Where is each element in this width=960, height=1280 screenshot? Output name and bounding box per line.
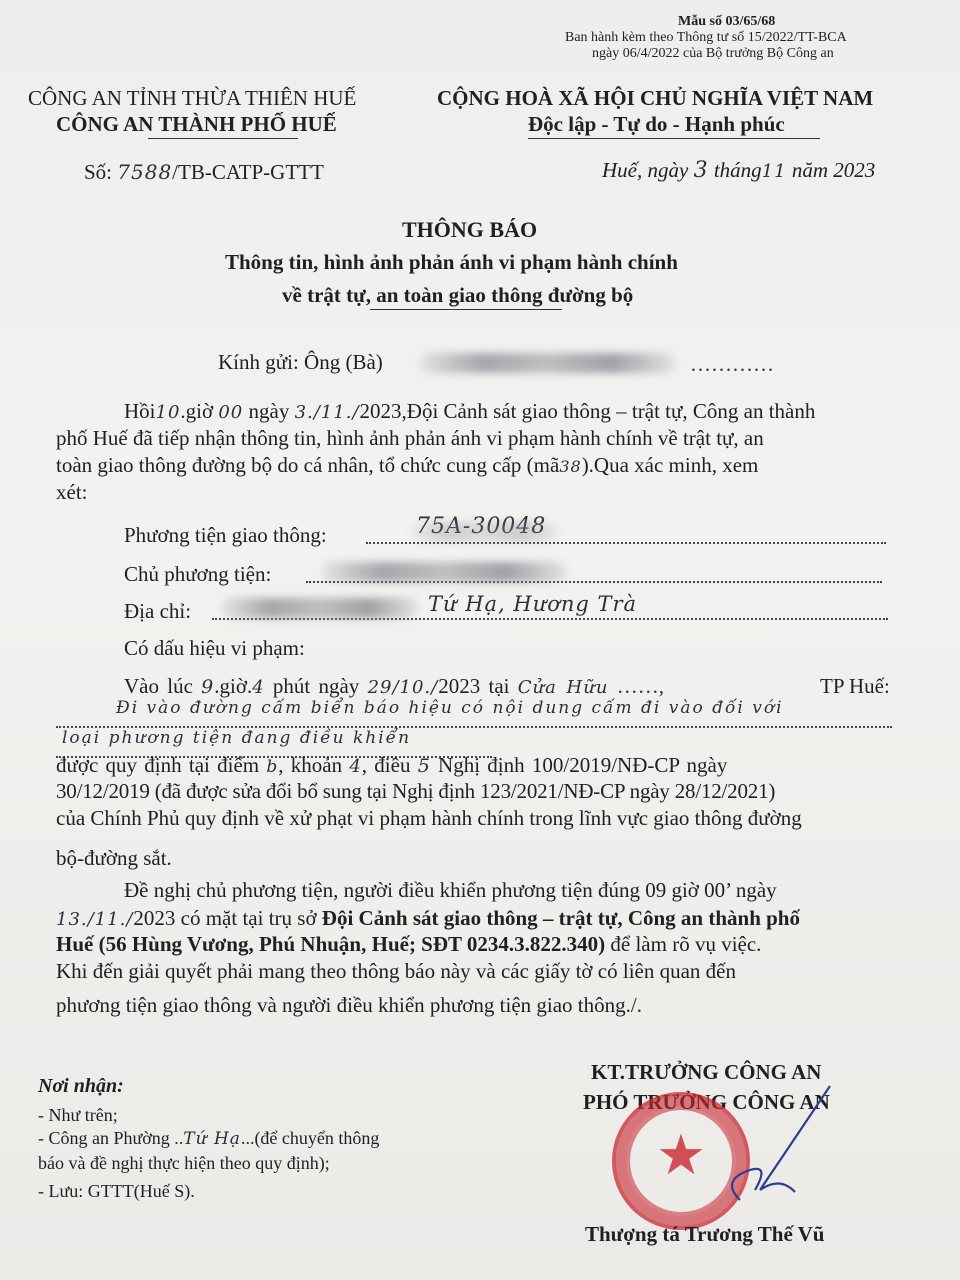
para1-line4: xét: <box>56 480 88 504</box>
request-line2 <box>56 905 800 933</box>
doc-number-line <box>84 160 324 185</box>
violation-city: TP Huế: <box>820 674 890 698</box>
recipient-dots: ………… <box>690 352 774 376</box>
para1-gio: .giờ <box>180 399 214 423</box>
para1-hoi: Hồi <box>124 399 156 423</box>
legal-khoan: 4 <box>349 756 362 777</box>
para1-line3a: toàn giao thông đường bộ do cá nhân, tổ chức cung cấp (mã <box>56 453 560 477</box>
para1-date: 3./11./ <box>294 402 360 423</box>
request-l2a: 2023 có mặt tại trụ sở <box>133 906 317 930</box>
violation-desc-1: Đi vào đường cấm biển báo hiệu có nội dung cấm đi vào đối với <box>116 698 784 718</box>
legal-line4: bộ-đường sắt. <box>56 846 172 870</box>
recipients-item-2 <box>38 1128 379 1149</box>
para1-code: 38 <box>559 457 582 476</box>
recipient-label: Kính gửi: Ông (Bà) <box>218 350 383 374</box>
violation-place: Cửa Hữu <box>517 677 609 698</box>
owner-label: Chủ phương tiện: <box>124 562 272 586</box>
recipients-ward-dots-2: ... <box>240 1128 255 1148</box>
request-line4: Khi đến giải quyết phải mang theo thông báo này và các giấy tờ có liên quan đến <box>56 959 736 983</box>
violation-minute: 4 <box>252 677 265 698</box>
date-month: 11 <box>761 161 787 182</box>
request-date: 13./11./ <box>56 909 134 930</box>
unit-name: CÔNG AN THÀNH PHỐ HUẾ <box>56 112 337 136</box>
unit-underline <box>148 138 298 139</box>
violation-date: 29/10./ <box>367 677 439 698</box>
request-line3 <box>56 931 761 958</box>
legal-line1 <box>56 752 727 781</box>
recipients-item-2-cont: báo và đề nghị thực hiện theo quy định); <box>38 1153 330 1173</box>
para1-rest: 2023,Đội Cảnh sát giao thông – trật tự, Công an thành <box>359 399 816 423</box>
violation-desc-2: loại phương tiện đang điều khiển <box>62 728 412 748</box>
legal-line2: 30/12/2019 (đã được sửa đổi bổ sung tại Nghị định 123/2021/NĐ-CP ngày 28/12/2021) <box>56 779 776 803</box>
legal-l1c: , điều <box>361 753 411 777</box>
legal-dieu: 5 <box>417 755 431 777</box>
form-number: Mẫu số 03/65/68 <box>678 14 776 29</box>
legal-l1a: được quy định tại điểm <box>56 753 260 777</box>
vehicle-label: Phương tiện giao thông: <box>124 523 327 547</box>
legal-l1d: Nghị định 100/2019/NĐ-CP ngày <box>438 753 728 777</box>
recipient-name-redacted <box>420 353 675 373</box>
para1-ngay: ngày <box>248 399 290 423</box>
recipients-ward: Tứ Hạ <box>183 1129 241 1149</box>
motto-underline <box>528 138 820 139</box>
legal-line3: của Chính Phủ quy định về xử phạt vi phạm hành chính trong lĩnh vực giao thông đường <box>56 806 802 830</box>
notice-subtitle-2: về trật tự, an toàn giao thông đường bộ <box>282 283 634 307</box>
doc-number-suffix: /TB-CATP-GTTT <box>172 160 324 184</box>
para1-minute: 00 <box>218 402 244 423</box>
date-line <box>602 158 875 183</box>
doc-number-handwritten: 7588 <box>117 160 173 184</box>
violation-phut: phút ngày <box>272 674 360 698</box>
nation-title: CỘNG HOÀ XÃ HỘI CHỦ NGHĨA VIỆT NAM <box>437 86 874 110</box>
violation-label: Có dấu hiệu vi phạm: <box>124 636 305 660</box>
owner-name-redacted <box>322 562 567 582</box>
form-ref-line1: Ban hành kèm theo Thông tư số 15/2022/TT-BCA <box>565 30 847 45</box>
para1-line3b: ).Qua xác minh, xem <box>581 453 759 477</box>
violation-place-dots: ……, <box>616 674 664 698</box>
signature-title-1: KT.TRƯỞNG CÔNG AN <box>591 1060 822 1084</box>
para1-hour: 10 <box>155 402 181 423</box>
request-line1: Đề nghị chủ phương tiện, người điều khiển phương tiện đúng 09 giờ 00’ ngày <box>124 878 777 902</box>
violation-year-tai: 2023 tại <box>438 674 510 698</box>
para1-line2: phố Huế đã tiếp nhận thông tin, hình ảnh phản ánh vi phạm hành chính về trật tự, an <box>56 426 764 450</box>
request-address: Huế (56 Hùng Vương, Phú Nhuận, Huế; SĐT 0234.3.822.340) <box>56 932 606 956</box>
recipients-title: Nơi nhận: <box>38 1075 124 1097</box>
date-place: Huế, ngày <box>602 158 689 182</box>
recipients-item-2-label: - Công an Phường <box>38 1128 170 1148</box>
request-station: Đội Cảnh sát giao thông – trật tự, Công an thành phố <box>321 906 800 930</box>
date-month-label: tháng <box>713 158 762 182</box>
form-ref-line2: ngày 06/4/2022 của Bộ trưởng Bộ Công an <box>592 46 834 61</box>
doc-number-label: Số: <box>84 160 113 184</box>
recipients-item-2-note: (để chuyển thông <box>254 1128 380 1148</box>
notice-title: THÔNG BÁO <box>402 217 538 242</box>
signature-title-2: PHÓ TRƯỞNG CÔNG AN <box>583 1090 830 1114</box>
address-label: Địa chỉ: <box>124 599 192 623</box>
recipients-item-3: - Lưu: GTTT(Huế S). <box>38 1181 195 1201</box>
seal-star-icon: ★ <box>655 1125 707 1187</box>
violation-vao-luc: Vào lúc <box>124 674 193 698</box>
address-value: Tứ Hạ, Hương Trà <box>424 592 641 616</box>
para1-line1 <box>124 398 815 426</box>
vehicle-plate-blur <box>410 522 560 542</box>
recipients-item-1: - Như trên; <box>38 1105 118 1125</box>
vehicle-plate: 75A-30048 <box>410 514 552 539</box>
legal-diem: b <box>266 757 279 777</box>
address-redacted <box>222 598 418 618</box>
motto: Độc lập - Tự do - Hạnh phúc <box>528 112 785 136</box>
signature-mark <box>700 1080 880 1210</box>
violation-hour: 9 <box>201 676 215 698</box>
violation-time-line <box>124 673 664 701</box>
violation-gio: .giờ. <box>214 674 253 698</box>
signer-name: Thượng tá Trương Thế Vũ <box>585 1222 825 1246</box>
request-line5: phương tiện giao thông và người điều khiển phương tiện giao thông./. <box>56 993 642 1017</box>
agency-name: CÔNG AN TỈNH THỪA THIÊN HUẾ <box>28 86 357 110</box>
recipients-ward-dots: .. <box>174 1128 184 1148</box>
para1-line3 <box>56 452 758 480</box>
date-day: 3 <box>693 158 709 183</box>
title-underline <box>370 309 562 310</box>
request-l3b: để làm rõ vụ việc. <box>610 932 762 956</box>
notice-subtitle-1: Thông tin, hình ảnh phản ánh vi phạm hành chính <box>225 250 678 274</box>
date-year: năm 2023 <box>791 158 876 182</box>
legal-l1b: , khoản <box>278 753 343 777</box>
